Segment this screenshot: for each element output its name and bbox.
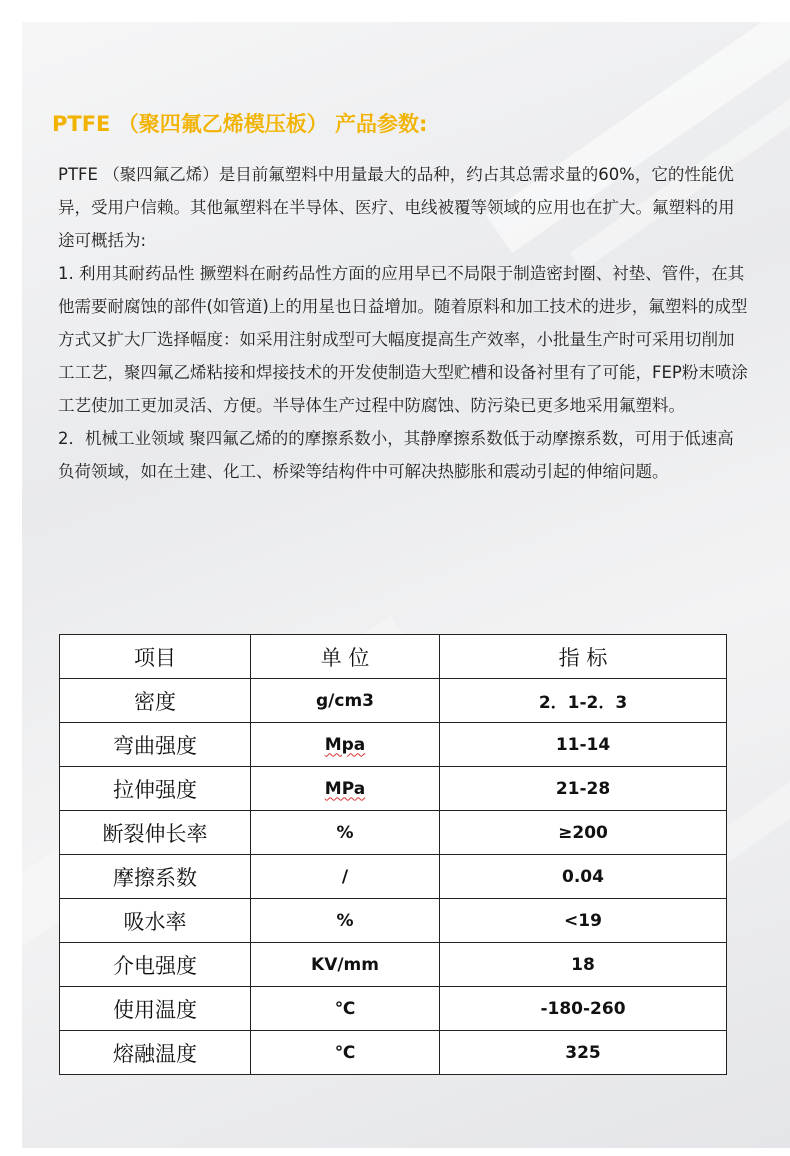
page-title: PTFE （聚四氟乙烯模压板） 产品参数: <box>52 112 428 136</box>
cell-item: 吸水率 <box>60 899 251 943</box>
cell-value: 2．1-2．3 <box>440 679 727 723</box>
spec-table-wrapper <box>59 634 729 1075</box>
description <box>58 158 748 488</box>
cell-item: 密度 <box>60 679 251 723</box>
cell-value: -180-260 <box>440 987 727 1031</box>
header-unit: 单 位 <box>251 635 440 679</box>
cell-item: 熔融温度 <box>60 1031 251 1075</box>
cell-item: 使用温度 <box>60 987 251 1031</box>
cell-unit: % <box>251 899 440 943</box>
cell-value: 11-14 <box>440 723 727 767</box>
cell-item: 拉伸强度 <box>60 767 251 811</box>
cell-value: 18 <box>440 943 727 987</box>
cell-value: <19 <box>440 899 727 943</box>
cell-item: 摩擦系数 <box>60 855 251 899</box>
cell-unit: ℃ <box>251 987 440 1031</box>
header-item: 项目 <box>60 635 251 679</box>
table-row <box>60 679 727 723</box>
table-row <box>60 723 727 767</box>
cell-unit <box>251 723 440 767</box>
table-row <box>60 767 727 811</box>
table-row <box>60 811 727 855</box>
cell-item: 弯曲强度 <box>60 723 251 767</box>
cell-value: ≥200 <box>440 811 727 855</box>
table-row <box>60 899 727 943</box>
cell-value: 325 <box>440 1031 727 1075</box>
paragraph-mechanical: 2．机械工业领域 聚四氟乙烯的的摩擦系数小，其静摩擦系数低于动摩擦系数，可用于低速高负荷领域，如在土建、化工、桥梁等结构件中可解决热膨胀和震动引起的伸缩问题。 <box>58 429 734 481</box>
paragraph-intro: PTFE （聚四氟乙烯）是目前氟塑料中用量最大的品种，约占其总需求量的60%，它的性能优异，受用户信赖。其他氟塑料在半导体、医疗、电线被覆等领域的应用也在扩大。氟塑料的用途可概括为: <box>58 165 735 250</box>
cell-unit <box>251 767 440 811</box>
table-row <box>60 855 727 899</box>
cell-value: 21-28 <box>440 767 727 811</box>
table-row <box>60 987 727 1031</box>
cell-item: 介电强度 <box>60 943 251 987</box>
cell-unit: / <box>251 855 440 899</box>
header-value: 指 标 <box>440 635 727 679</box>
cell-item: 断裂伸长率 <box>60 811 251 855</box>
cell-unit-text: MPa <box>324 778 366 799</box>
table-row <box>60 1031 727 1075</box>
cell-unit: KV/mm <box>251 943 440 987</box>
table-header-row <box>60 635 727 679</box>
cell-value: 0.04 <box>440 855 727 899</box>
cell-unit: ℃ <box>251 1031 440 1075</box>
spec-table <box>59 634 727 1075</box>
paragraph-chemical-resistance: 1. 利用其耐药品性 撅塑料在耐药品性方面的应用早已不局限于制造密封圈、衬垫、管件，在其他需要耐腐蚀的部件(如管道)上的用星也日益增加。随着原料和加工技术的进步，氟塑料的成型方式又扩大厂选择幅度：如采用注射成型可大幅度提高生产效率，小批量生产时可采用切削加工工艺，聚四氟乙烯粘接和焊接技术的开发使制造大型贮槽和设备衬里有了可能，FEP粉末喷涂工艺使加工更加灵活、方便。半导体生产过程中防腐蚀、防污染已更多地采用氟塑料。 <box>58 264 748 415</box>
cell-unit: % <box>251 811 440 855</box>
table-row <box>60 943 727 987</box>
cell-unit: g/cm3 <box>251 679 440 723</box>
cell-unit-text: Mpa <box>324 734 366 755</box>
